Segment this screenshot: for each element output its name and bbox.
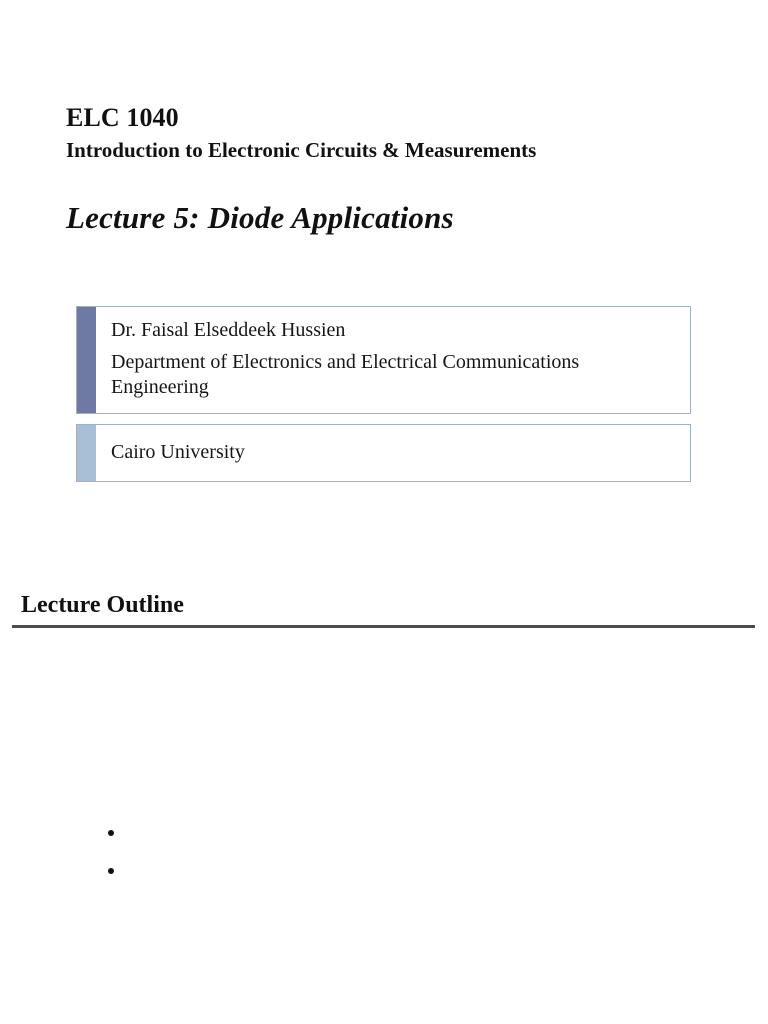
lecture-outline-item [108,814,133,852]
presenter-card [76,306,691,414]
title-block [66,102,716,164]
lecture-outline-list [108,814,133,890]
lecture-outline-title: Lecture Outline [21,592,184,618]
course-name: Introduction to Electronic Circuits & Measurements [66,138,537,162]
lecture-title: Lecture 5: Diode Applications [66,200,454,235]
lecture-outline-divider [12,625,755,628]
presenter-department: Department of Electronics and Electrical Communications Engineering [111,351,580,398]
university-card-content [111,440,674,465]
presenter-card-accent [77,307,96,413]
presenter-card-content [111,318,674,400]
bullet-icon [108,830,114,836]
university-card-accent [77,425,96,481]
bullet-icon [108,868,114,874]
lecture-outline-section [0,588,768,648]
lecture-outline-item [108,852,133,890]
course-code: ELC 1040 [66,103,179,132]
presenter-name: Dr. Faisal Elseddeek Hussien [111,319,346,341]
university-card [76,424,691,482]
university-name: Cairo University [111,441,245,463]
